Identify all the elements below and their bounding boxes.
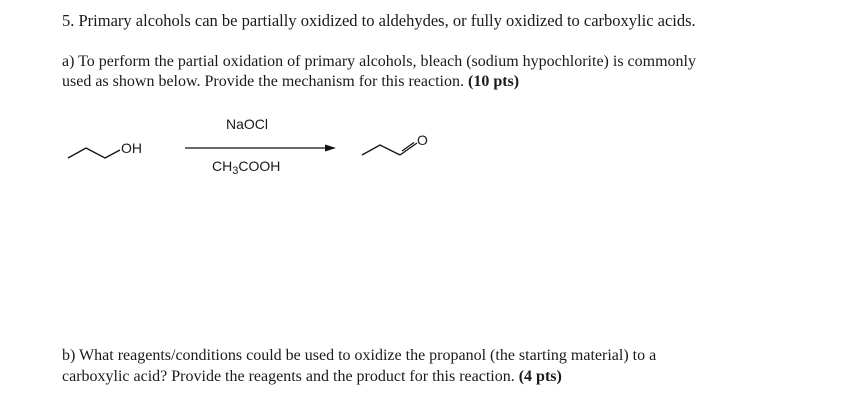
reagent-naocl: NaOCl [226,116,269,132]
reagent-acetic-acid: $CH_3COOH$ [212,158,281,177]
carbonyl-double-bond-1 [400,143,417,155]
part-a-text: used as shown below. Provide the mechanism for this reaction. [62,73,464,90]
propanol-chain [68,148,120,158]
propanal-chain [362,145,400,155]
reaction-arrow-head [325,145,336,152]
part-b-points: (4 pts) [518,368,562,385]
question-title: 5. Primary alcohols can be partially oxidized to aldehydes, or fully oxidized to carboxylic acids. [62,11,696,30]
part-a-line-1: a) To perform the partial oxidation of primary alcohols, bleach (sodium hypochlorite) is commonly [62,53,696,70]
part-b-line-2 [62,367,562,386]
part-b-line-1: b) What reagents/conditions could be used to oxidize the propanol (the starting material) to a [62,347,657,364]
part-b-text: carboxylic acid? Provide the reagents and the product for this reaction. [62,368,515,385]
reactant-oh-label: OH [121,140,142,156]
product-o-label: O [417,132,428,148]
part-a-points: (10 pts) [467,73,520,90]
